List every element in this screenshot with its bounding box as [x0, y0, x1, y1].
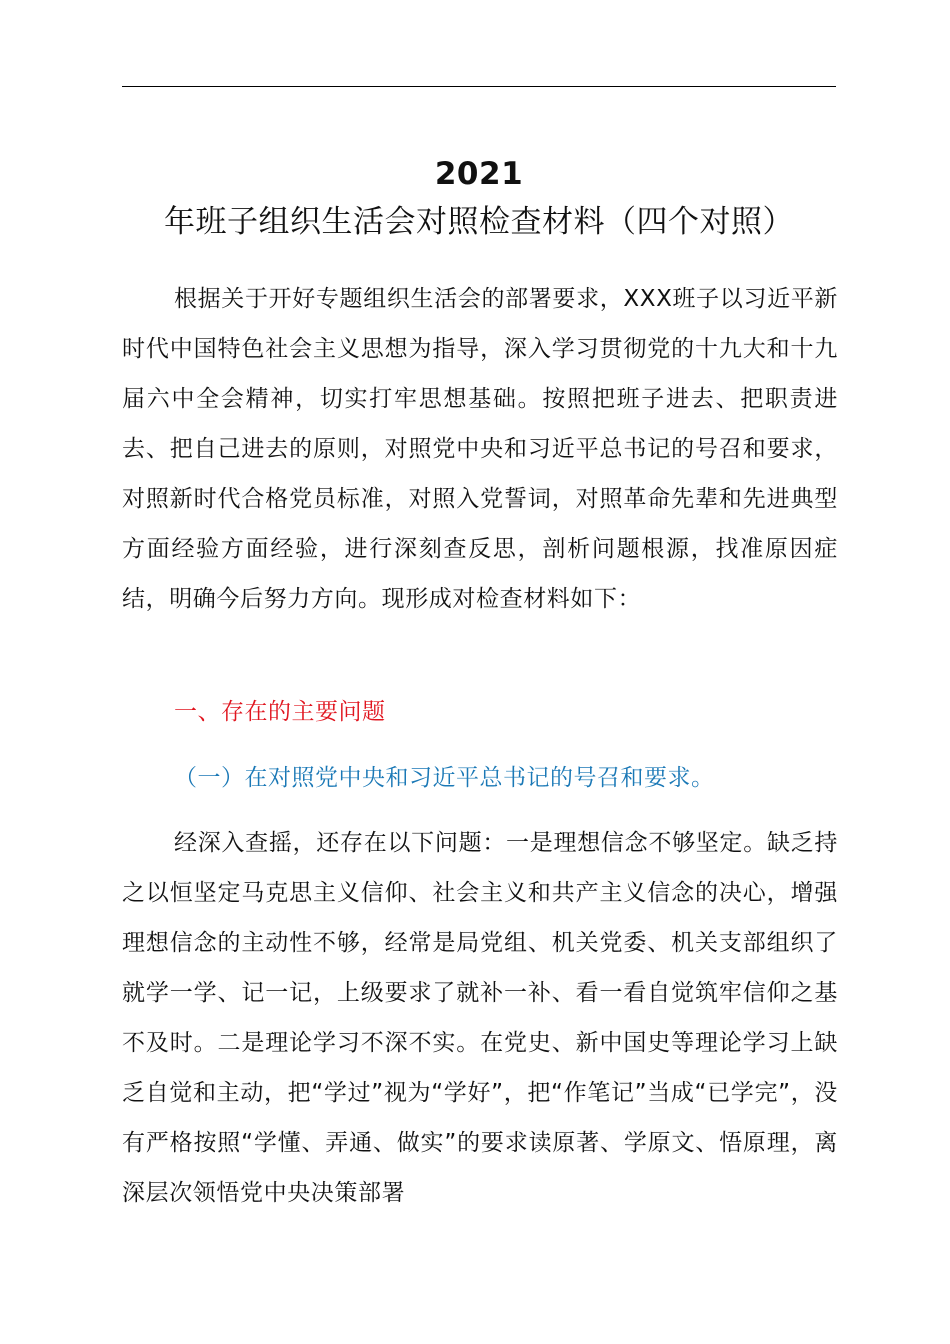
document-title — [122, 150, 836, 246]
intro-paragraph: 根据关于开好专题组织生活会的部署要求，XXX班子以习近平新时代中国特色社会主义思想为指导，深入学习贯彻党的十九大和十九届六中全会精神，切实打牢思想基础。按照把班子进去、把职责进去、把自己进去的原则，对照党中央和习近平总书记的号召和要求，对照新时代合格党员标准，对照入党誓词，对照革命先辈和先进典型方面经验方面经验，进行深刻查反思，剖析问题根源，找准原因症结，明确今后努力方向。现形成对检查材料如下： — [122, 286, 838, 612]
body-paragraph: 经深入查摇，还存在以下问题：一是理想信念不够坚定。缺乏持之以恒坚定马克思主义信仰、社会主义和共产主义信念的决心，增强理想信念的主动性不够，经常是局党组、机关党委、机关支部组织了就学一学、记一记，上级要求了就补一补、看一看自觉筑牢信仰之基不及时。二是理论学习不深不实。在党史、新中国史等理论学习上缺乏自觉和主动，把“学过”视为“学好”，把“作笔记”当成“已学完”，没有严格按照“学懂、弄通、做实”的要求读原著、学原文、悟原理，离深层次领悟党中央决策部署 — [122, 830, 838, 1206]
header-rule — [122, 86, 836, 87]
subsection-heading: （一）在对照党中央和习近平总书记的号召和要求。 — [174, 765, 715, 791]
title-text: 年班子组织生活会对照检查材料（四个对照） — [164, 204, 794, 240]
section-heading: 一、存在的主要问题 — [174, 699, 386, 725]
title-year: 2021 — [434, 156, 524, 192]
